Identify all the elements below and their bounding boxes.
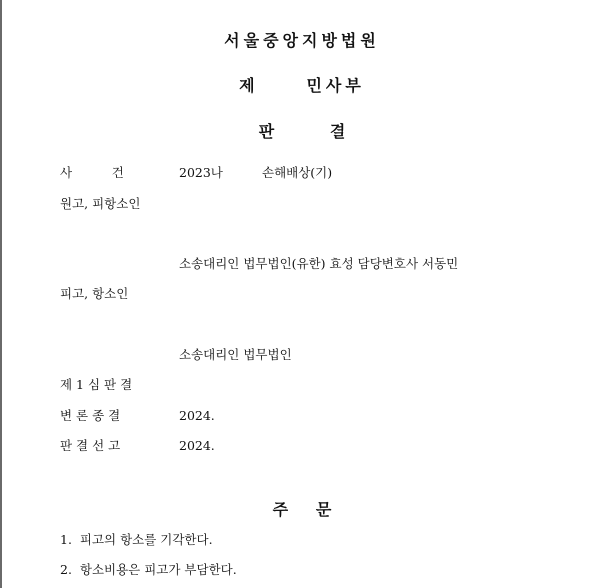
order-title: 주 문 bbox=[272, 500, 332, 519]
order-item-2: 2. 항소비용은 피고가 부담한다. bbox=[60, 562, 237, 577]
case-number: 2023나 bbox=[179, 165, 223, 180]
closing-date: 2024. bbox=[179, 408, 215, 423]
department-name: 제 민사부 bbox=[239, 76, 365, 95]
judgment-title: 판 결 bbox=[258, 122, 346, 141]
pronounced-date: 2024. bbox=[179, 438, 215, 453]
defendant-label: 피고, 항소인 bbox=[60, 286, 129, 301]
first-instance-label: 제 1 심 판 결 bbox=[60, 377, 133, 392]
order-item-1: 1. 피고의 항소를 기각한다. bbox=[60, 532, 213, 547]
closing-label: 변 론 종 결 bbox=[60, 408, 121, 423]
pronounced-label: 판 결 선 고 bbox=[60, 438, 121, 453]
case-label: 사 건 bbox=[60, 165, 124, 180]
defendant-counsel: 소송대리인 법무법인 bbox=[179, 347, 292, 362]
court-name: 서울중앙지방법원 bbox=[224, 31, 380, 50]
case-title: 손해배상(기) bbox=[262, 165, 333, 180]
plaintiff-label: 원고, 피항소인 bbox=[60, 196, 141, 211]
plaintiff-counsel: 소송대리인 법무법인(유한) 효성 담당변호사 서동민 bbox=[179, 256, 459, 271]
